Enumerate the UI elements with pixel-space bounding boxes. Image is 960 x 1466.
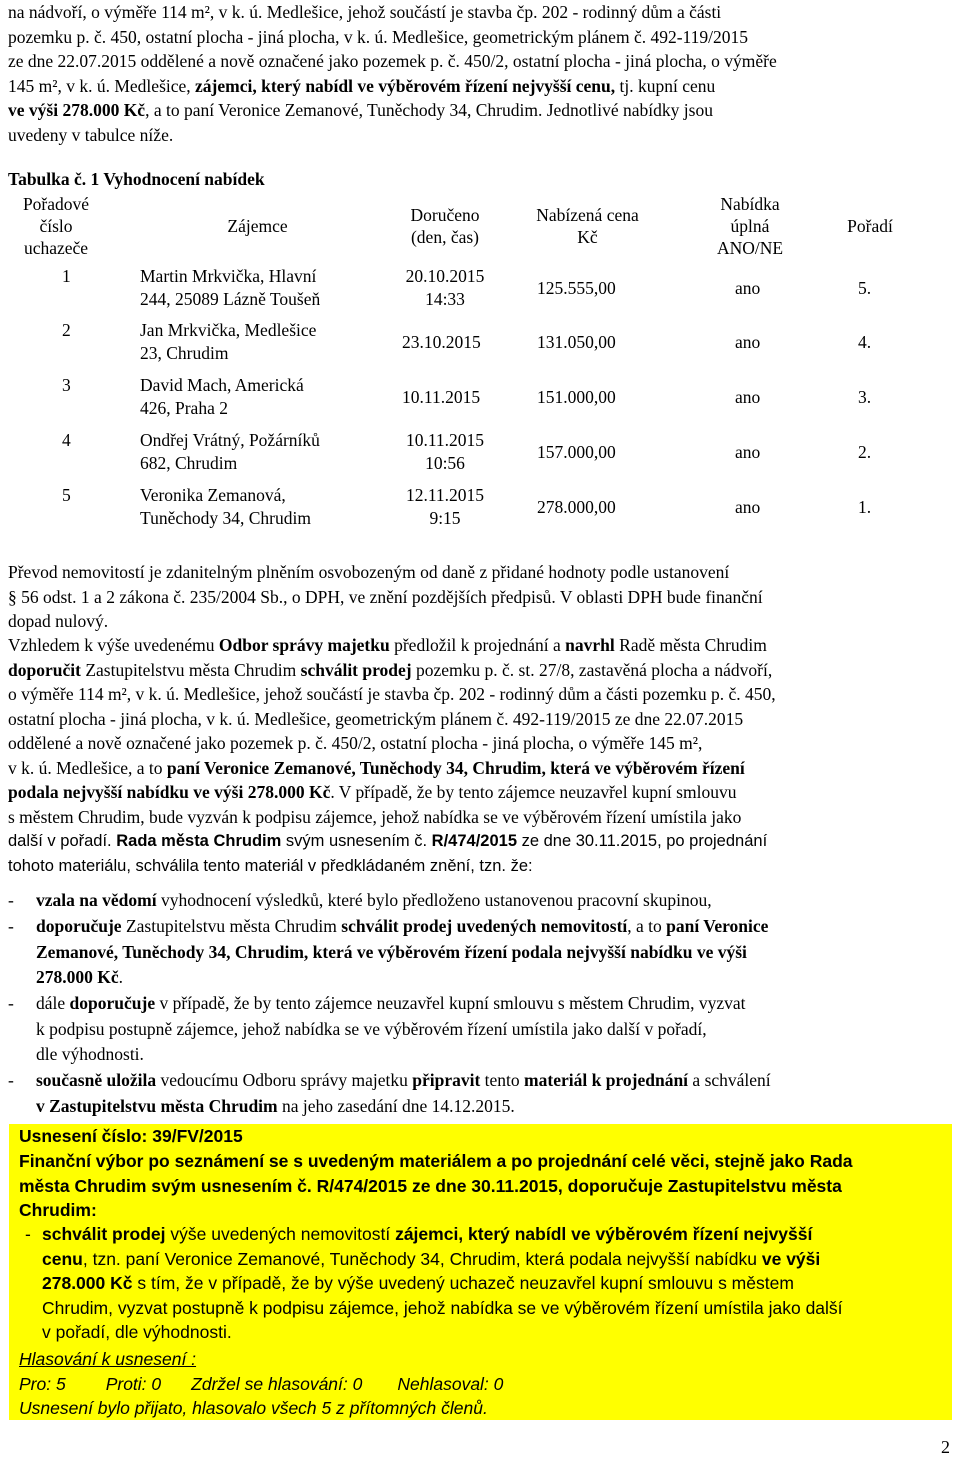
intro-line: na nádvoří, o výměře 114 m², v k. ú. Medlešice, jehož součástí je stavba čp. 202 - rodinný dům a části (8, 2, 722, 22)
row-delivered: 10.11.2015 (402, 387, 481, 407)
row-delivered: 20.10.2015 14:33 (405, 266, 485, 309)
intro-line: ve výši 278.000 Kč, a to paní Veronice Zemanové, Tuněchody 34, Chrudim. Jednotlivé nabídky jsou (8, 100, 713, 120)
page-number: 2 (941, 1437, 950, 1457)
row-rank: 2. (858, 442, 872, 462)
resolution-item: schválit prodej výše uvedených nemovitostí zájemci, který nabídl ve výběrovém řízení nejvyšší cenu, tzn. paní Veronice Zemanové, Tuněchody 34, Chrudim, která podala nejvyšší nabídku ve výši 278.000 Kč s tím, že v případě, že by výše uvedený uchazeč neuzavřel kupní smlouvu s městem Chrudim, vyzvat postupně k podpisu zájemce, jehož nabídka se ve výběrovém řízení umístila jako další v pořadí, dle výhodnosti. (42, 1224, 843, 1342)
list-dash: - (8, 1070, 14, 1090)
row-number: 2 (62, 320, 71, 340)
intro-line: uvedeny v tabulce níže. (8, 124, 174, 145)
row-number: 1 (62, 266, 71, 286)
main-paragraph: Vzhledem k výše uvedenému Odbor správy majetku předložil k projednání a navrhl Radě města Chrudim doporučit Zastupitelstvu města Chrudim schválit prodej pozemku p. č. st. 27/8, zastavěná plocha a nádvoří, o výměře 114 m², v k. ú. Medlešice, jehož součástí je stavba čp. 202 - rodinný dům a části pozemku p. č. 450, ostatní plocha - jiná plocha, v k. ú. Medlešice, geometrickým plánem č. 492-119/2015 ze dne 22.07.2015 oddělené a nově označené jako pozemek p. č. 450/2, ostatní plocha - jiná plocha, o výměře 145 m², v k. ú. Medlešice, a to paní Veronice Zemanové, Tuněchody 34, Chrudim, která ve výběrovém řízení podala nejvyšší nabídku ve výši 278.000 Kč. V případě, že by tento zájemce neuzavřel kupní smlouvu s městem Chrudim, bude vyzván k podpisu zájemce, jehož nabídka se ve výběrovém řízení umístila jako další v pořadí. Rada města Chrudim svým usnesením č. R/474/2015 ze dne 30.11.2015, po projednání tohoto materiálu, schválila tento materiál v předkládaném znění, tzn. že: (8, 635, 776, 875)
list-dash: - (8, 916, 14, 936)
row-bidder: Veronika Zemanová, Tuněchody 34, Chrudim (140, 485, 311, 528)
list-item: dále doporučuje v případě, že by tento zájemce neuzavřel kupní smlouvu s městem Chrudim, vyzvat k podpisu postupně zájemce, jehož nabídka se ve výběrovém řízení umístila jako další v pořadí, dle výhodnosti. (36, 993, 746, 1064)
row-bidder: Martin Mrkvička, Hlavní 244, 25089 Lázně Toušeň (140, 266, 321, 309)
list-item: doporučuje Zastupitelstvu města Chrudim schválit prodej uvedených nemovitostí, a to paní Veronice Zemanové, Tuněchody 34, Chrudim, která ve výběrovém řízení podala nejvyšší nabídku ve výši 278.000 Kč. (36, 916, 769, 987)
intro-paragraph (8, 0, 952, 147)
header-price: Nabízená cena Kč (536, 205, 639, 247)
row-bidder: Ondřej Vrátný, Požárníků 682, Chrudim (140, 430, 320, 473)
row-complete: ano (735, 442, 761, 462)
resolution-text: Finanční výbor po seznámení se s uvedeným materiálem a po projednání celé věci, stejně jako Rada města Chrudim svým usnesením č. R/474/2015 ze dne 30.11.2015, doporučuje Zastupitelstvu města Chrudim: (19, 1151, 853, 1220)
row-rank: 1. (858, 497, 872, 517)
row-delivered: 23.10.2015 (402, 332, 481, 352)
vote-counts: Pro: 5 Proti: 0 Zdržel se hlasování: 0 Nehlasoval: 0 (19, 1374, 504, 1394)
list-item: současně uložila vedoucímu Odboru správy majetku připravit tento materiál k projednání a schválení v Zastupitelstvu města Chrudim na jeho zasedání dne 14.12.2015. (36, 1070, 771, 1116)
row-complete: ano (735, 387, 761, 407)
row-price: 278.000,00 (537, 497, 616, 517)
row-rank: 5. (858, 278, 872, 298)
vote-result: Usnesení bylo přijato, hlasovalo všech 5 z přítomných členů. (19, 1398, 488, 1418)
row-number: 5 (62, 485, 71, 505)
intro-line: ze dne 22.07.2015 oddělené a nově označené jako pozemek p. č. 450/2, ostatní plocha - jiná plocha, o výměře (8, 51, 777, 71)
row-complete: ano (735, 278, 761, 298)
header-complete: Nabídka úplná ANO/NE (716, 194, 784, 258)
list-dash: - (8, 993, 14, 1013)
resolution-box (9, 1124, 952, 1420)
row-rank: 3. (858, 387, 872, 407)
row-complete: ano (735, 332, 761, 352)
row-number: 3 (62, 375, 71, 395)
row-price: 151.000,00 (537, 387, 616, 407)
header-delivered: Doručeno (den, čas) (410, 205, 480, 247)
list-dash: - (8, 890, 14, 910)
vote-heading: Hlasování k usnesení : (19, 1349, 197, 1369)
row-bidder: David Mach, Americká 426, Praha 2 (140, 375, 304, 418)
header-order: Pořadové číslo uchazeče (22, 194, 90, 258)
resolution-title: Usnesení číslo: 39/FV/2015 (19, 1126, 243, 1146)
row-price: 131.050,00 (537, 332, 616, 352)
header-bidder: Zájemce (227, 216, 288, 236)
list-item: vzala na vědomí vyhodnocení výsledků, které bylo předloženo ustanovenou pracovní skupinou, (36, 890, 712, 910)
row-delivered: 10.11.2015 10:56 (405, 430, 485, 473)
row-price: 157.000,00 (537, 442, 616, 462)
intro-line: 145 m², v k. ú. Medlešice, zájemci, který nabídl ve výběrovém řízení nejvyšší cenu, tj. kupní cenu (8, 75, 716, 96)
row-bidder: Jan Mrkvička, Medlešice 23, Chrudim (140, 320, 317, 363)
row-price: 125.555,00 (537, 278, 616, 298)
row-number: 4 (62, 430, 71, 450)
table-caption: Tabulka č. 1 Vyhodnocení nabídek (8, 169, 265, 189)
resolution-dash: - (25, 1224, 31, 1244)
vat-paragraph: Převod nemovitostí je zdanitelným plněním osvobozeným od daně z přidané hodnoty podle ustanovení § 56 odst. 1 a 2 zákona č. 235/2004 Sb., o DPH, ve znění pozdějších předpisů. V oblasti DPH bude finanční dopad nulový. (8, 562, 763, 631)
row-rank: 4. (858, 332, 872, 352)
row-complete: ano (735, 497, 761, 517)
row-delivered: 12.11.2015 9:15 (405, 485, 485, 528)
intro-line: pozemku p. č. 450, ostatní plocha - jiná plocha, v k. ú. Medlešice, geometrickým plánem č. 492-119/2015 (8, 26, 748, 47)
header-rank: Pořadí (847, 216, 893, 236)
